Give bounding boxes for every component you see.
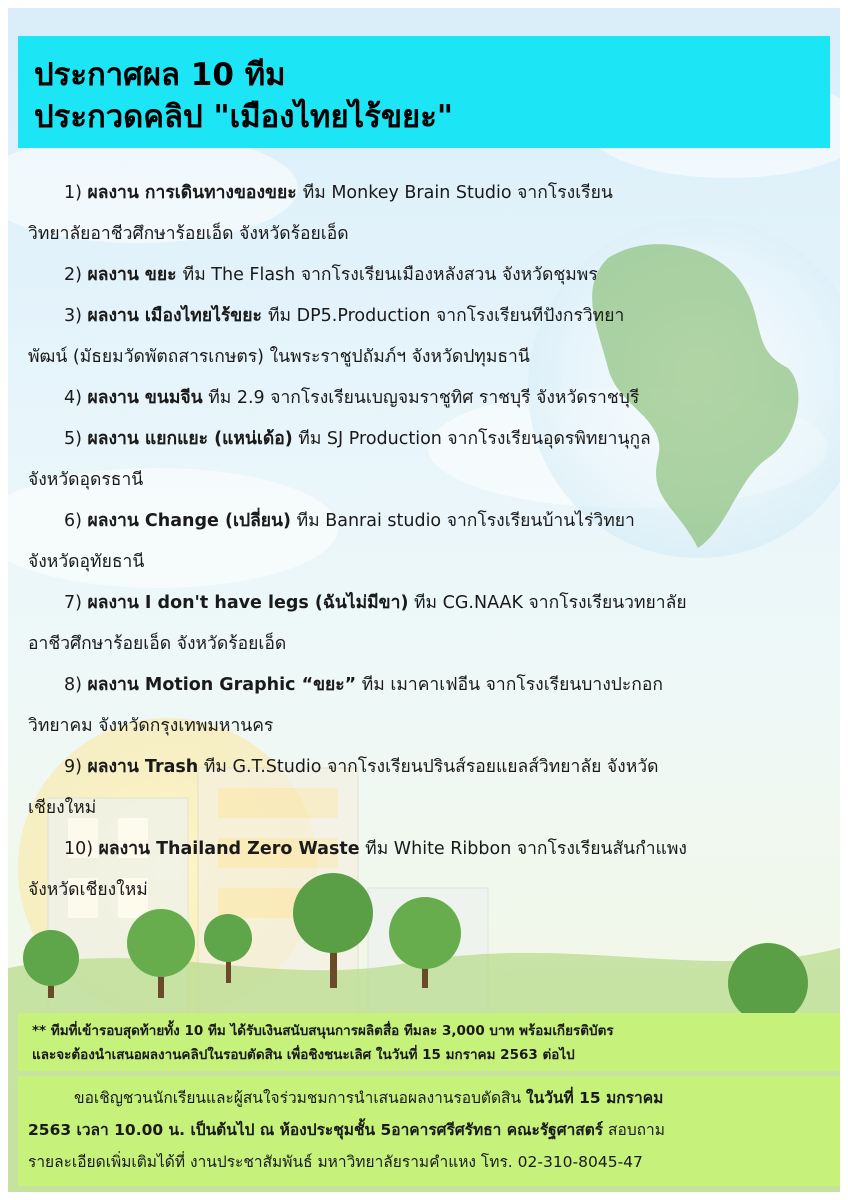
team-info-continued: วิทยาคม จังหวัดกรุงเทพมหานคร [28,716,274,736]
invite-text: ขอเชิญชวนนักเรียนและผู้สนใจร่วมชมการนำเสนอผลงานรอบตัดสิน [74,1089,527,1107]
team-info-continued: เชียงใหม่ [28,798,97,818]
invite-text: สอบถาม [603,1121,665,1139]
invitation-box [18,1076,840,1186]
note-line-2: และจะต้องนำเสนอผลงานคลิปในรอบตัดสิน เพื่อชิงชนะเลิศ ในวันที่ 15 มกราคม 2563 ต่อไป [32,1047,575,1063]
winner-item-4 [28,378,828,419]
work-title: ผลงาน Thailand Zero Waste [98,839,360,859]
poster [8,8,840,1192]
title-banner [18,36,830,148]
work-title: ผลงาน Trash [87,757,199,777]
team-info: ทีม Banrai studio จากโรงเรียนบ้านไร่วิทยา [291,511,635,531]
invite-date: ในวันที่ 15 มกราคม [526,1089,664,1107]
winner-item-6 [28,501,828,583]
item-number: 5) [64,429,88,449]
winner-item-9 [28,747,828,829]
team-info: ทีม DP5.Production จากโรงเรียนทีปังกรวิทยา [268,306,625,326]
item-number: 2) [64,265,88,285]
invite-venue: 2563 เวลา 10.00 น. เป็นต้นไป ณ ห้องประชุมชั้น 5อาคารศรีศรัทธา คณะรัฐศาสตร์ [28,1121,604,1139]
item-number: 9) [64,757,88,777]
winner-item-1 [28,173,828,255]
work-title: ผลงาน I don't have legs (ฉันไม่มีขา) [87,593,409,613]
team-info-continued: จังหวัดอุดรธานี [28,470,144,490]
work-title: ผลงาน Change (เปลี่ยน) [87,511,292,531]
item-number: 10) [64,839,99,859]
item-number: 8) [64,675,88,695]
team-info-continued: จังหวัดอุทัยธานี [28,552,145,572]
work-title: ผลงาน เมืองไทยไร้ขยะ [87,306,269,326]
invite-line-2 [28,1114,830,1146]
invite-line-1 [28,1082,830,1114]
work-title: ผลงาน การเดินทางของขยะ [87,183,303,203]
work-title: ผลงาน ขยะ [87,265,183,285]
invite-contact: รายละเอียดเพิ่มเติมได้ที่ งานประชาสัมพันธ์ มหาวิทยาลัยรามคำแหง โทร. 02-310-8045-47 [28,1153,643,1171]
winner-item-8 [28,665,828,747]
team-info-continued: จังหวัดเชียงใหม่ [28,880,148,900]
team-info: ทีม White Ribbon จากโรงเรียนสันกำแพง [359,839,687,859]
note-line-1: ** ทีมที่เข้ารอบสุดท้ายทั้ง 10 ทีม ได้รับเงินสนับสนุนการผลิตสื่อ ทีมละ 3,000 บาท พร้อมเกียรติบัตร [32,1023,614,1039]
item-number: 6) [64,511,88,531]
winner-item-10 [28,829,828,911]
item-number: 7) [64,593,88,613]
funding-note [18,1013,840,1071]
team-info: ทีม CG.NAAK จากโรงเรียนวทยาลัย [408,593,687,613]
item-number: 3) [64,306,88,326]
team-info-continued: วิทยาลัยอาชีวศึกษาร้อยเอ็ด จังหวัดร้อยเอ็ด [28,224,349,244]
team-info: ทีม เมาคาเฟอีน จากโรงเรียนบางปะกอก [356,675,663,695]
work-title: ผลงาน แยกแยะ (แหน่เด้อ) [87,429,293,449]
team-info-continued: พัฒน์ (มัธยมวัดพัตถสารเกษตร) ในพระราชูปถัมภ์ฯ จังหวัดปทุมธานี [28,347,530,367]
winner-item-3 [28,296,828,378]
item-number: 1) [64,183,88,203]
title-line-2: ประกวดคลิป "เมืองไทยไร้ขยะ" [34,99,454,135]
winner-item-2 [28,255,828,296]
item-number: 4) [64,388,88,408]
work-title: ผลงาน Motion Graphic “ขยะ” [87,675,357,695]
winner-item-7 [28,583,828,665]
title-line-1: ประกาศผล 10 ทีม [34,57,286,93]
team-info: ทีม 2.9 จากโรงเรียนเบญจมราชูทิศ ราชบุรี จังหวัดราชบุรี [202,388,640,408]
team-info: ทีม G.T.Studio จากโรงเรียนปรินส์รอยแยลส์วิทยาลัย จังหวัด [198,757,659,777]
team-info: ทีม SJ Production จากโรงเรียนอุดรพิทยานุกูล [292,429,651,449]
winners-list [28,173,828,911]
team-info: ทีม The Flash จากโรงเรียนเมืองหลังสวน จังหวัดชุมพร [182,265,598,285]
work-title: ผลงาน ขนมจีน [87,388,203,408]
winner-item-5 [28,419,828,501]
team-info-continued: อาชีวศึกษาร้อยเอ็ด จังหวัดร้อยเอ็ด [28,634,287,654]
team-info: ทีม Monkey Brain Studio จากโรงเรียน [302,183,613,203]
